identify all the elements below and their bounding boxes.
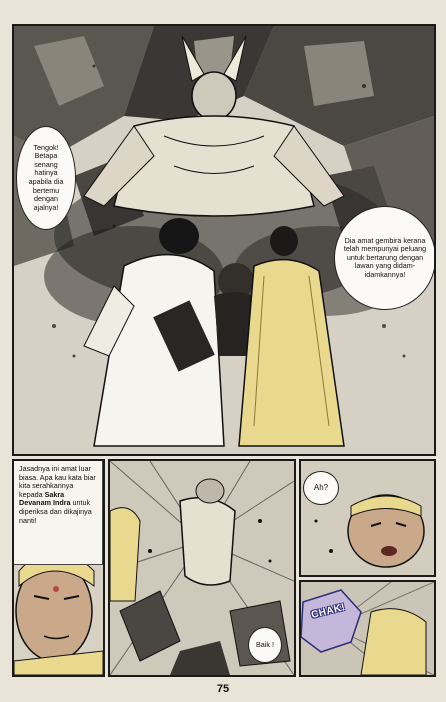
caption-text-before: Jasadnya ini amat luar biasa. Apa kau kata biar kita serahkannya kepada <box>19 464 96 499</box>
speech-bubble-right <box>334 206 436 310</box>
sfx-chak-text: CHAK! <box>310 601 347 622</box>
page-number: 75 <box>216 683 230 695</box>
panel-top <box>12 24 436 456</box>
speech-bubble-left-text: Tengok! Betapa senang hatinya apabila dia bertemu dengan ajalnya! <box>28 142 64 212</box>
speech-bubble-left <box>16 126 76 230</box>
speech-bubble-right-text: Dia amat gembira kerana telah mempunyai peluang untuk bertarung dengan lawan yang didam-idamkannya! <box>343 235 427 279</box>
caption-name: Sakra Devanam Indra <box>19 489 71 508</box>
speech-bubble-ah <box>303 471 339 505</box>
panel-bottom-left <box>12 459 105 677</box>
caption-box <box>14 461 103 565</box>
speech-bubble-baik-text: Baik ! <box>256 639 274 649</box>
panel-bottom-right-bottom <box>299 580 436 677</box>
caption-text-after: untuk diperiksa dan dikajinya nanti! <box>19 498 92 525</box>
speech-bubble-baik <box>248 627 282 663</box>
speech-bubble-ah-text: Ah? <box>313 482 329 492</box>
panel-bottom-middle <box>108 459 296 677</box>
panel-bottom-right-top <box>299 459 436 577</box>
panel-bottom-right-bottom-art <box>301 582 434 675</box>
